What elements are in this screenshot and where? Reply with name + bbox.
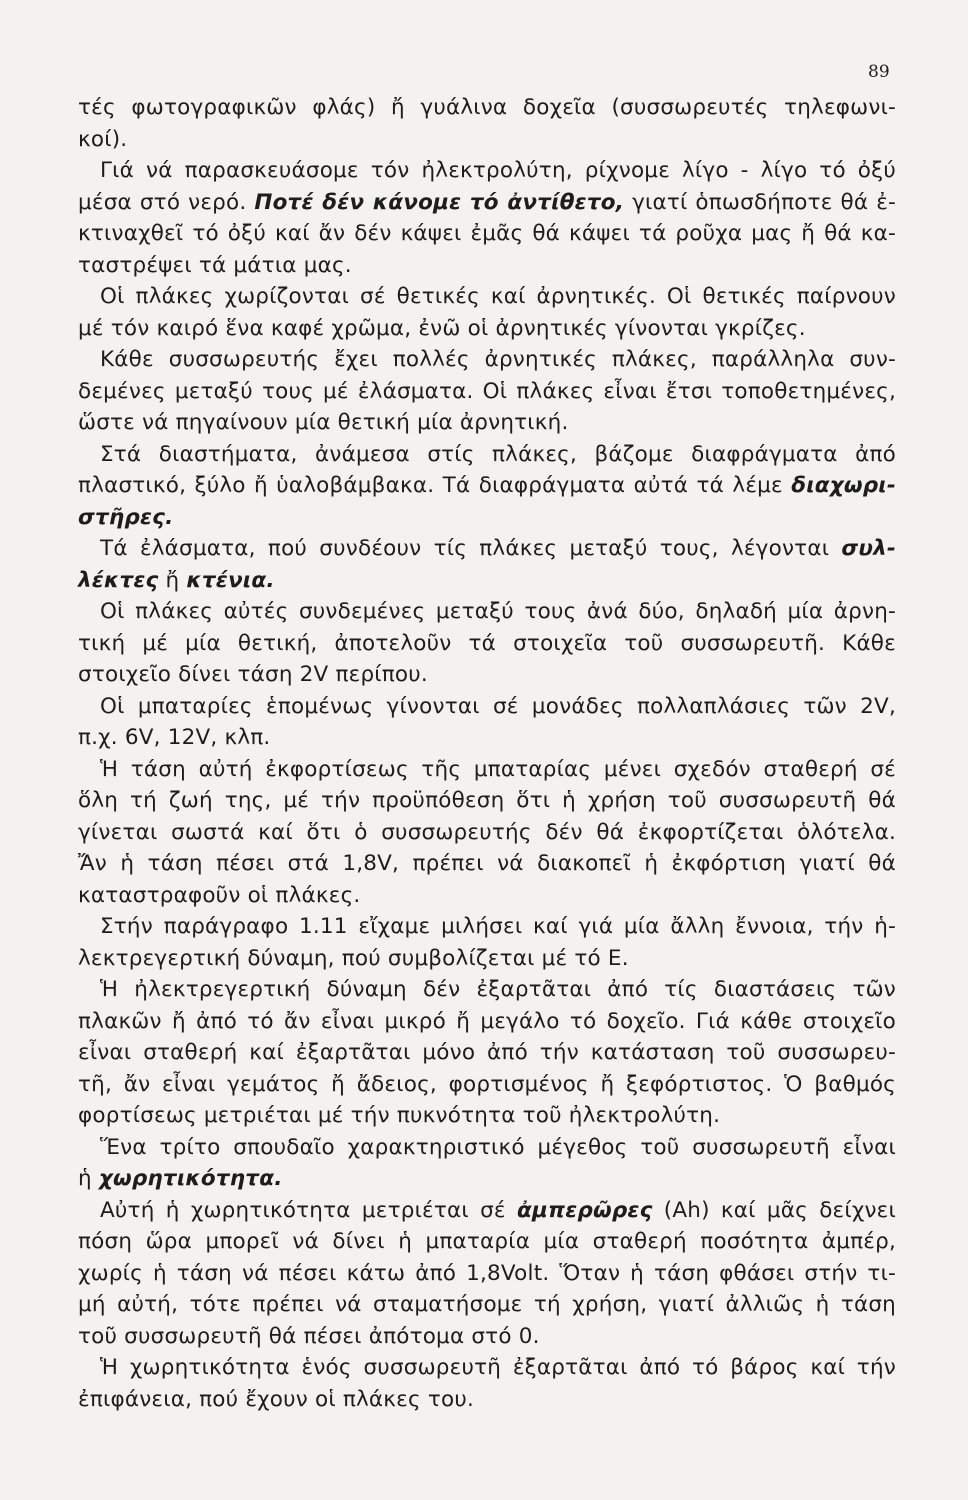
text-span: γίνεται σωστά καί ὅτι ὁ συσσωρευτής δέν θά ἐκφορτίζεται ὁλότελα. (78, 819, 896, 845)
text-line (78, 281, 896, 313)
text-span: ἡ (78, 1166, 99, 1191)
text-line (78, 1006, 896, 1038)
text-span: π.χ. 6V, 12V, κλπ. (78, 725, 271, 750)
text-line (78, 974, 896, 1006)
text-line (78, 313, 896, 345)
text-span: γιατί ὁπωσδήποτε θά ἐ- (624, 189, 896, 215)
text-span: μέσα στό νερό. (78, 189, 255, 215)
text-span: τική μέ μία θετική, ἀποτελοῦν τά στοιχεῖα τοῦ συσσωρευτῆ. Κάθε (78, 630, 896, 656)
text-span: Ἡ ἠλεκτρεγερτική δύναμη δέν ἐξαρτᾶται ἀπό τίς διαστάσεις τῶν (100, 977, 896, 1002)
emphasized-term: λέκτες (78, 567, 159, 593)
text-span: Οἱ μπαταρίες ἑπομένως γίνονται σέ μονάδες πολλαπλάσιες τῶν 2V, (100, 693, 896, 719)
emphasized-term: χωρητικότητα. (98, 1166, 283, 1191)
text-line (78, 1132, 896, 1164)
text-span: χωρίς ἡ τάση νά πέσει κάτω ἀπό 1,8Volt. Ὅταν ἡ τάση φθάσει στήν τι- (78, 1260, 896, 1286)
text-line (78, 502, 896, 534)
text-span: κοί). (78, 126, 128, 152)
text-span: λεκτρεγερτική δύναμη, πού συμβολίζεται μέ τό Ε. (78, 945, 629, 971)
text-span: μή αὐτή, τότε πρέπει νά σταματήσομε τή χρήση, γιατί ἀλλιῶς ἡ τάση (78, 1292, 896, 1317)
text-line (78, 124, 896, 156)
text-span: εἶναι σταθερή καί ἐξαρτᾶται μόνο ἀπό τήν κατάσταση τοῦ συσσωρευ- (78, 1040, 896, 1065)
text-line (78, 1100, 896, 1132)
text-line (78, 1289, 896, 1321)
text-line (78, 659, 896, 691)
text-span: Στήν παράγραφο 1.11 εἴχαμε μιλήσει καί γιά μία ἄλλη ἔννοια, τήν ἡ- (100, 914, 896, 939)
text-line (78, 218, 896, 250)
text-span: Ἕνα τρίτο σπουδαῖο χαρακτηριστικό μέγεθος τοῦ συσσωρευτῆ εἶναι (100, 1134, 896, 1160)
text-span: τοῦ συσσωρευτῆ θά πέσει ἀπότομα στό 0. (78, 1323, 540, 1349)
text-span: φορτίσεως μετριέται μέ τήν πυκνότητα τοῦ ἠλεκτρολύτη. (78, 1103, 721, 1128)
text-line (78, 911, 896, 943)
text-line (78, 1069, 896, 1101)
text-line (78, 943, 896, 975)
text-line (78, 92, 896, 124)
page-number: 89 (868, 62, 890, 82)
text-line (78, 880, 896, 912)
text-line (78, 344, 896, 376)
emphasized-term: Ποτέ δέν κάνομε τό ἀντίθετο, (254, 189, 625, 215)
text-line (78, 1384, 896, 1416)
text-span: κτιναχθεῖ τό ὀξύ καί ἄν δέν κάψει ἐμᾶς θά κάψει τά ροῦχα μας ἤ θά κα- (78, 221, 896, 246)
text-span: Γιά νά παρασκευάσομε τόν ἠλεκτρολύτη, ρίχνομε λίγο - λίγο τό ὀξύ (100, 158, 896, 183)
text-line (78, 1352, 896, 1384)
text-line (78, 722, 896, 754)
text-line (78, 565, 896, 597)
text-span: Αὐτή ἡ χωρητικότητα μετριέται σέ (100, 1197, 517, 1223)
text-span: δεμένες μεταξύ τους μέ ἐλάσματα. Οἱ πλάκες εἶναι ἔτσι τοποθετημένες, (78, 378, 896, 404)
text-line (78, 848, 896, 880)
text-span: πλακῶν ἤ ἀπό τό ἄν εἶναι μικρό ἤ μεγάλο τό δοχεῖο. Γιά κάθε στοιχεῖο (78, 1008, 896, 1034)
text-line (78, 470, 896, 502)
text-line (78, 376, 896, 408)
text-line (78, 817, 896, 849)
emphasized-term: ἀμπερῶρες (517, 1197, 653, 1223)
emphasized-term: συλ- (841, 536, 896, 561)
text-line (78, 754, 896, 786)
text-span: Στά διαστήματα, ἀνάμεσα στίς πλάκες, βάζομε διαφράγματα ἀπό (100, 441, 896, 467)
text-span: τῆ, ἄν εἶναι γεμάτος ἤ ἄδειος, φορτισμένος ἤ ξεφόρτιστος. Ὁ βαθμός (78, 1071, 896, 1097)
emphasized-term: διαχωρι- (791, 473, 896, 498)
text-line (78, 533, 896, 565)
text-span: (Ah) καί μᾶς δείχνει (652, 1197, 896, 1223)
text-span: Κάθε συσσωρευτής ἔχει πολλές ἀρνητικές πλάκες, παράλληλα συν- (100, 347, 896, 372)
text-span: ἐπιφάνεια, πού ἔχουν οἱ πλάκες του. (78, 1386, 475, 1412)
text-span: ὅλη τή ζωή της, μέ τήν προϋπόθεση ὅτι ἡ χρήση τοῦ συσσωρευτῆ θά (78, 788, 896, 813)
text-line (78, 1195, 896, 1227)
text-span: Οἱ πλάκες χωρίζονται σέ θετικές καί ἀρνητικές. Οἱ θετικές παίρνουν (100, 284, 896, 309)
text-span: ἤ (158, 567, 187, 593)
text-line (78, 1258, 896, 1290)
text-line (78, 1037, 896, 1069)
text-line (78, 439, 896, 471)
text-line (78, 1321, 896, 1353)
text-span: στοιχεῖο δίνει τάση 2V περίπου. (78, 662, 428, 687)
text-span: μέ τόν καιρό ἕνα καφέ χρῶμα, ἐνῶ οἱ ἀρνητικές γίνονται γκρίζες. (78, 315, 806, 341)
text-line (78, 1226, 896, 1258)
text-line (78, 628, 896, 660)
text-line (78, 407, 896, 439)
text-span: Ἄν ἡ τάση πέσει στά 1,8V, πρέπει νά διακοπεῖ ἡ ἐκφόρτιση γιατί θά (78, 851, 896, 876)
text-span: ταστρέψει τά μάτια μας. (78, 252, 352, 278)
text-span: τές φωτογραφικῶν φλάς) ἤ γυάλινα δοχεῖα (συσσωρευτές τηλεφωνι- (78, 95, 896, 120)
text-span: ὥστε νά πηγαίνουν μία θετική μία ἀρνητική. (78, 410, 569, 435)
text-line (78, 250, 896, 282)
emphasized-term: στῆρες. (78, 504, 174, 530)
text-span: Ἡ χωρητικότητα ἑνός συσσωρευτῆ ἐξαρτᾶται ἀπό τό βάρος καί τήν (100, 1355, 896, 1380)
text-line (78, 187, 896, 219)
text-span: Ἡ τάση αὐτή ἐκφορτίσεως τῆς μπαταρίας μένει σχεδόν σταθερή σέ (100, 756, 896, 782)
text-line (78, 1163, 896, 1195)
text-line (78, 596, 896, 628)
text-span: καταστραφοῦν οἱ πλάκες. (78, 882, 361, 908)
text-span: πόση ὥρα μπορεῖ νά δίνει ἡ μπαταρία μία σταθερή ποσότητα ἀμπέρ, (78, 1229, 896, 1254)
text-span: Τά ἐλάσματα, πού συνδέουν τίς πλάκες μεταξύ τους, λέγονται (100, 536, 842, 561)
emphasized-term: κτένια. (186, 567, 275, 593)
text-line (78, 691, 896, 723)
text-line (78, 155, 896, 187)
body-text (78, 92, 896, 1415)
text-span: Οἱ πλάκες αὐτές συνδεμένες μεταξύ τους ἀνά δύο, δηλαδή μία ἀρνη- (100, 599, 896, 624)
text-span: πλαστικό, ξύλο ἤ ὑαλοβάμβακα. Τά διαφράγματα αὐτά τά λέμε (78, 473, 792, 498)
text-line (78, 785, 896, 817)
